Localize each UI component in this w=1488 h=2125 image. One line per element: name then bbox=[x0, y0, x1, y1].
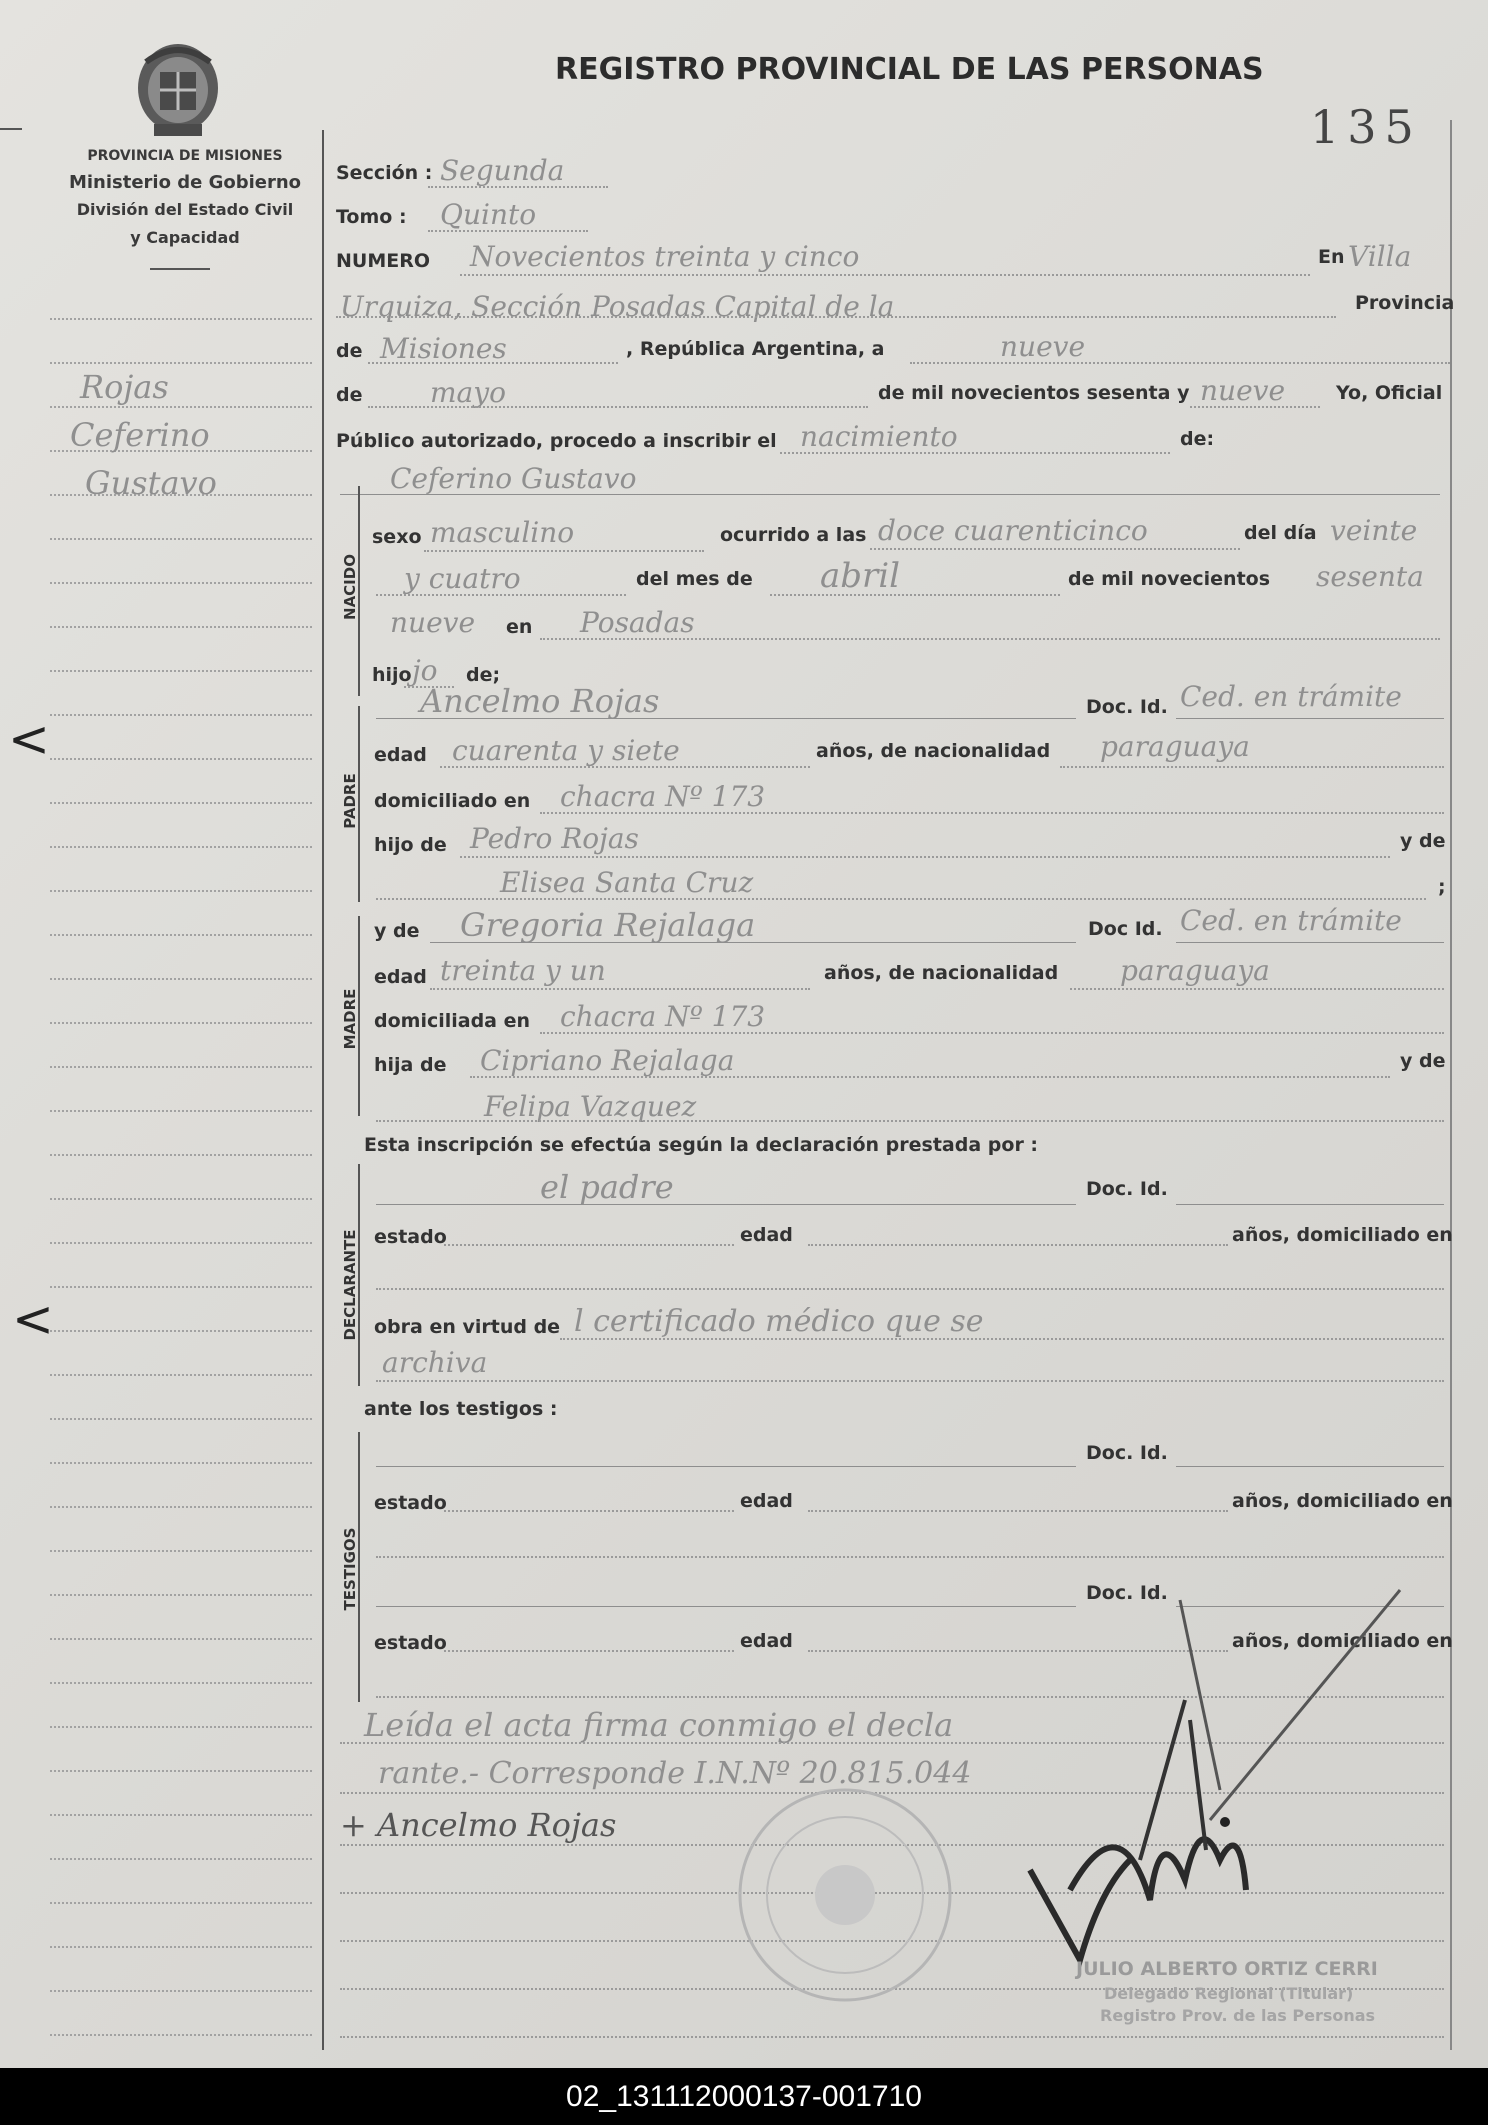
sidebar-rule bbox=[50, 846, 312, 848]
father-signature: + Ancelmo Rojas bbox=[340, 1806, 617, 1844]
sidebar-rule bbox=[50, 1682, 312, 1684]
page-title: REGISTRO PROVINCIAL DE LAS PERSONAS bbox=[555, 52, 1264, 87]
org-line-ministry: Ministerio de Gobierno bbox=[68, 172, 302, 193]
province-coat-of-arms-icon bbox=[128, 38, 228, 142]
closing-note-1: Leída el acta firma conmigo el decla bbox=[364, 1706, 954, 1744]
sidebar-rule bbox=[50, 1198, 312, 1200]
label-ante-testigos: ante los testigos : bbox=[364, 1398, 558, 1420]
value-madre-nac: paraguaya bbox=[1120, 954, 1270, 987]
label-semicolon: ; bbox=[1438, 876, 1446, 898]
value-numero: Novecientos treinta y cinco bbox=[470, 240, 860, 273]
value-padre-dom: chacra Nº 173 bbox=[560, 780, 766, 813]
sidebar-rule bbox=[50, 1770, 312, 1772]
label-obra: obra en virtud de bbox=[374, 1316, 561, 1338]
value-padre-doc: Ced. en trámite bbox=[1180, 680, 1402, 713]
value-madre-padre: Cipriano Rejalaga bbox=[480, 1044, 735, 1077]
margin-divider bbox=[322, 130, 324, 2050]
section-label-nacido: NACIDO bbox=[341, 554, 359, 620]
value-madre-doc: Ced. en trámite bbox=[1180, 904, 1402, 937]
label-numero: NUMERO bbox=[336, 250, 430, 272]
label-provincia: Provincia bbox=[1355, 292, 1455, 314]
section-label-testigos: TESTIGOS bbox=[341, 1527, 359, 1611]
sidebar-rule bbox=[50, 670, 312, 672]
sidebar-rule bbox=[50, 1506, 312, 1508]
value-dia: nueve bbox=[1000, 330, 1086, 363]
label-madre-hija-de: hija de bbox=[374, 1054, 447, 1076]
org-line-division: División del Estado Civil bbox=[76, 200, 294, 219]
label-yo-oficial: Yo, Oficial bbox=[1336, 382, 1443, 404]
label-de-1: de bbox=[336, 340, 363, 362]
value-dia-nac: veinte bbox=[1330, 514, 1418, 547]
officer-signature-icon bbox=[1010, 1560, 1410, 1980]
label-madre-edad: edad bbox=[374, 966, 427, 988]
label-madre-doc: Doc Id. bbox=[1088, 918, 1163, 940]
value-provincia: Misiones bbox=[380, 332, 507, 365]
label-madre-y-de-2: y de bbox=[1400, 1050, 1446, 1072]
label-madre-anios: años, de nacionalidad bbox=[824, 962, 1059, 984]
stamp-name: JULIO ALBERTO ORTIZ CERRI bbox=[1076, 1958, 1378, 1980]
value-anio-nac-2: nueve bbox=[390, 606, 476, 639]
sidebar-rule bbox=[50, 406, 312, 408]
value-mes-nac: abril bbox=[820, 556, 901, 596]
sidebar-rule bbox=[50, 1550, 312, 1552]
sidebar-rule bbox=[50, 890, 312, 892]
sidebar-rule bbox=[50, 934, 312, 936]
label-de-colon: de: bbox=[1180, 428, 1215, 450]
label-padre-hijo-de: hijo de bbox=[374, 834, 447, 856]
sidebar-rule bbox=[50, 362, 312, 364]
org-line-capacity: y Capacidad bbox=[130, 228, 240, 247]
margin-note-given-name: Ceferino bbox=[70, 416, 210, 454]
value-madre-madre: Felipa Vazquez bbox=[484, 1090, 697, 1123]
value-padre-edad: cuarenta y siete bbox=[452, 734, 680, 767]
binding-mark bbox=[0, 128, 22, 130]
label-padre-y-de: y de bbox=[1400, 830, 1446, 852]
value-padre-nombre: Ancelmo Rojas bbox=[420, 682, 660, 720]
label-tomo: Tomo : bbox=[336, 206, 407, 228]
label-padre-anios: años, de nacionalidad bbox=[816, 740, 1051, 762]
sidebar-rule bbox=[50, 1418, 312, 1420]
label-en-lower: en bbox=[506, 616, 533, 638]
label-testigo2-estado: estado bbox=[374, 1632, 447, 1654]
label-testigo1-estado: estado bbox=[374, 1492, 447, 1514]
value-obra-1: l certificado médico que se bbox=[574, 1304, 984, 1339]
label-madre-dom: domiciliada en bbox=[374, 1010, 531, 1032]
label-padre-dom: domiciliado en bbox=[374, 790, 531, 812]
label-de-mil-nov: de mil novecientos bbox=[1068, 568, 1271, 590]
value-anio: nueve bbox=[1200, 374, 1286, 407]
sidebar-rule bbox=[50, 2034, 312, 2036]
value-declarante: el padre bbox=[540, 1168, 674, 1206]
label-de-mil: de mil novecientos sesenta y bbox=[878, 382, 1190, 404]
value-obra-2: archiva bbox=[382, 1346, 488, 1379]
stamp-line-3: Registro Prov. de las Personas bbox=[1100, 2006, 1376, 2025]
value-acto: nacimiento bbox=[800, 420, 958, 453]
label-de-2: de bbox=[336, 384, 363, 406]
sidebar-rule bbox=[50, 1726, 312, 1728]
value-dia-nac-2: y cuatro bbox=[404, 562, 521, 595]
sidebar-rule bbox=[50, 1814, 312, 1816]
sidebar-rule bbox=[50, 626, 312, 628]
value-lugar-nac: Posadas bbox=[580, 606, 695, 639]
margin-note-surname: Rojas bbox=[80, 368, 169, 406]
image-id-caption: 02_131112000137-001710 bbox=[0, 2068, 1488, 2125]
label-publico: Público autorizado, procedo a inscribir el bbox=[336, 430, 777, 452]
sidebar-rule bbox=[50, 1286, 312, 1288]
label-del-mes: del mes de bbox=[636, 568, 753, 590]
label-de-semi: de; bbox=[466, 664, 501, 686]
sidebar-rule bbox=[50, 1946, 312, 1948]
sidebar-rule bbox=[50, 1110, 312, 1112]
label-testigo2-doc: Doc. Id. bbox=[1086, 1582, 1168, 1604]
value-tomo: Quinto bbox=[440, 198, 537, 231]
label-testigo1-doc: Doc. Id. bbox=[1086, 1442, 1168, 1464]
value-madre-edad: treinta y un bbox=[440, 954, 606, 987]
closing-note-2: rante.- Corresponde I.N.Nº 20.815.044 bbox=[378, 1756, 972, 1791]
label-declarante-estado: estado bbox=[374, 1226, 447, 1248]
value-sexo: masculino bbox=[430, 516, 575, 549]
binding-clip-icon: < bbox=[12, 1290, 54, 1348]
label-padre-doc: Doc. Id. bbox=[1086, 696, 1168, 718]
value-mes: mayo bbox=[430, 376, 506, 409]
label-padre-edad: edad bbox=[374, 744, 427, 766]
sidebar-rule bbox=[50, 802, 312, 804]
value-seccion: Segunda bbox=[440, 154, 565, 187]
value-en-1: Villa bbox=[1348, 240, 1412, 273]
official-seal-icon bbox=[730, 1780, 960, 2010]
section-label-padre: PADRE bbox=[341, 773, 359, 829]
value-en-2: Urquiza, Sección Posadas Capital de la bbox=[340, 290, 895, 323]
sidebar-rule bbox=[50, 582, 312, 584]
margin-note-middle-name: Gustavo bbox=[85, 464, 217, 502]
sidebar-rule bbox=[50, 978, 312, 980]
label-ocurrido: ocurrido a las bbox=[720, 524, 867, 546]
sidebar-rule bbox=[50, 1638, 312, 1640]
label-republica: , República Argentina, a bbox=[626, 338, 885, 360]
right-margin-rule bbox=[1450, 120, 1452, 2050]
section-label-madre: MADRE bbox=[341, 988, 359, 1050]
label-testigo2-edad: edad bbox=[740, 1630, 793, 1652]
sidebar-rule bbox=[50, 1154, 312, 1156]
value-hora: doce cuarenticinco bbox=[878, 514, 1148, 547]
label-sexo: sexo bbox=[372, 526, 422, 548]
record-number: 135 bbox=[1310, 100, 1422, 154]
sidebar-rule bbox=[50, 1902, 312, 1904]
label-testigo2-anios: años, domiciliado en bbox=[1232, 1630, 1453, 1652]
value-madre-nombre: Gregoria Rejalaga bbox=[460, 906, 756, 944]
label-hijo: hijo bbox=[372, 664, 412, 686]
sidebar-rule bbox=[50, 1242, 312, 1244]
sidebar-rule bbox=[50, 1330, 312, 1332]
sidebar-rule bbox=[50, 1022, 312, 1024]
value-padre-madre: Elisea Santa Cruz bbox=[500, 866, 754, 899]
value-madre-dom: chacra Nº 173 bbox=[560, 1000, 766, 1033]
section-label-declarante: DECLARANTE bbox=[341, 1229, 359, 1341]
value-anio-nac: sesenta bbox=[1316, 560, 1424, 593]
label-seccion: Sección : bbox=[336, 162, 433, 184]
sidebar-rule bbox=[50, 1858, 312, 1860]
label-testigo1-edad: edad bbox=[740, 1490, 793, 1512]
label-declarante-anios: años, domiciliado en bbox=[1232, 1224, 1453, 1246]
label-declarante-doc: Doc. Id. bbox=[1086, 1178, 1168, 1200]
label-esta-inscripcion: Esta inscripción se efectúa según la declaración prestada por : bbox=[364, 1134, 1039, 1156]
value-hijo-suffix: jo bbox=[412, 654, 438, 687]
sidebar-rule bbox=[50, 318, 312, 320]
sidebar-rule bbox=[50, 1990, 312, 1992]
org-underline bbox=[150, 268, 210, 270]
binding-clip-icon: < bbox=[8, 710, 50, 768]
label-madre-y-de: y de bbox=[374, 920, 420, 942]
sidebar-rule bbox=[50, 1462, 312, 1464]
label-del-dia: del día bbox=[1244, 522, 1317, 544]
label-testigo1-anios: años, domiciliado en bbox=[1232, 1490, 1453, 1512]
label-en: En bbox=[1318, 246, 1345, 268]
sidebar-rule bbox=[50, 538, 312, 540]
org-line-province: PROVINCIA DE MISIONES bbox=[87, 148, 283, 164]
stamp-line-2: Delegado Regional (Titular) bbox=[1104, 1984, 1354, 2003]
sidebar-rule bbox=[50, 1066, 312, 1068]
value-padre-nac: paraguaya bbox=[1100, 730, 1250, 763]
label-declarante-edad: edad bbox=[740, 1224, 793, 1246]
value-padre-padre: Pedro Rojas bbox=[470, 822, 639, 855]
sidebar-rule bbox=[50, 1374, 312, 1376]
value-nombre: Ceferino Gustavo bbox=[390, 462, 637, 495]
sidebar-rule bbox=[50, 1594, 312, 1596]
sidebar-rule bbox=[50, 714, 312, 716]
sidebar-rule bbox=[50, 758, 312, 760]
